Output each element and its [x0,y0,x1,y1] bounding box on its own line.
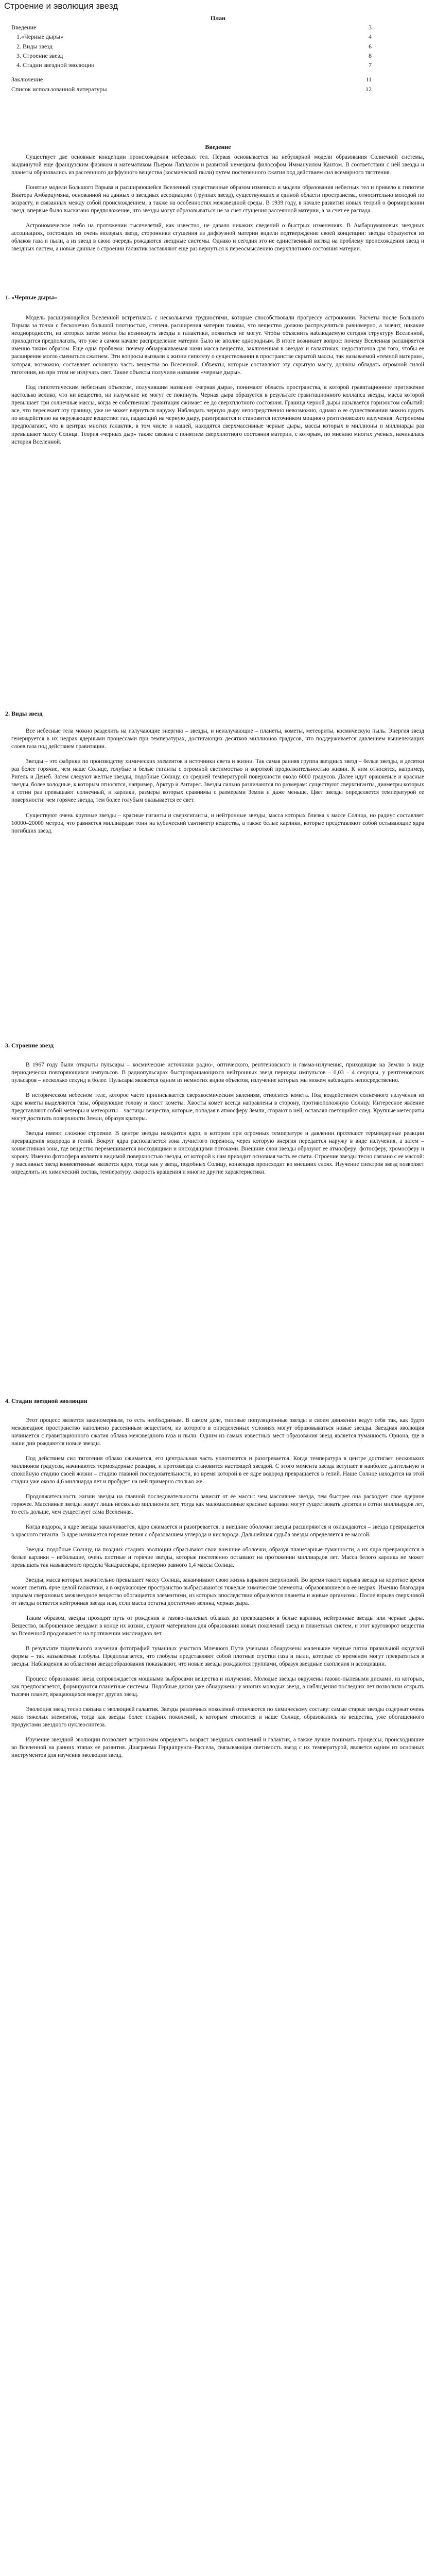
paragraph: Звезды – это фабрики по производству химических элементов и источники света и жизни. Так самая ранняя группа звездных звезд – белые звезды, в десятки раз более горячие, чем наше Солнце, голубые и белые гиганты с огромной светимостью и короткой продолжительностью жизни. К ним относятся, например, Ригель и Денеб. Затем следуют желтые звезды, подобные Солнцу, со средней температурой поверхности около 6000 градусов. Далее идут оранжевые и красные звезды, более холодные, к которым относятся, например, Арктур и Антарес. Звезды сильно различаются по размерам: существуют сверхгиганты, диаметры которых в сотни раз превышают солнечный, и карлики, размеры которых сравнимы с размерами Земли и даже меньше. Цвет звезды определяется температурой ее поверхности: чем горячее звезда, тем более голубым оказывается ее свет. [11,758,424,804]
toc-entry-label: 4. Стадии звездной эволюции [16,61,95,69]
toc-entry-page: 3 [369,24,372,31]
toc-entry[interactable] [11,23,372,32]
toc-entry[interactable] [11,75,372,84]
toc-entry-label: Список использованной литературы [11,85,107,93]
section-2-heading: 2. Виды звезд [5,710,43,717]
toc-entry-page: 6 [369,42,372,50]
toc-entry-page: 4 [369,33,372,41]
toc-entry-page: 7 [369,61,372,69]
paragraph: Продолжительность жизни звезды на главной последовательности зависит от ее массы: чем массивнее звезда, тем быстрее она расходует свое ядерное горючее. Массивные звезды живут лишь несколько миллионов лет, тогда как маломассивные красные карлики могут существовать десятки и сотни миллиардов лет, то есть дольше, чем существует сама Вселенная. [11,1494,424,1516]
document-title: Строение и эволюция звезд [4,1,118,11]
toc-entry-page: 8 [369,52,372,59]
paragraph: Существует две основные концепции происхождения небесных тел. Первая основывается на небулярной модели образования Солнечной системы, выдвинутой еще французским физиком и математиком Пьером Лапласом и развитой немецким философом Иммануилом Кантом. В соответствии с ней звезды и планеты образовались из рассеянного диффузного вещества (космической пыли) путем постепенного сжатия под действием сил всемирного тяготения. [11,154,424,176]
paragraph: В 1967 году были открыты пульсары – космические источники радио-, оптического, рентгеновского и гамма-излучения, приходящие на Землю в виде периодически повторяющихся импульсов. В радиопульсарах быстровращающихся нейтронных звезд периоды импульсов – 0,03 – 4 секунды, у рентгеновских пульсаров – несколько секунд и более. Пульсары являются одним из немногих видов объектов, излучение которых мы можем наблюдать непосредственно. [11,1062,424,1084]
paragraph: Понятие модели Большого Взрыва и расширяющейся Вселенной существенные образом изменило и модели образования небесных тел и привело к гипотезе Виктора Амбарцумяна, основанной на данных о звездных ассоциациях (группах звезд), существующих в единой области пространства, относительно молодой по возрасту, и связанных между собой происхождением, а также на особенностях межзвездной среды. В 1939 году, в начале развития новых теорий о формировании звезд, впервые было высказано предположение, что звезды могут образовываться не за счет сгущения рассеянной материи, а за счет ее распада. [11,184,424,214]
paragraph: Под действием сил тяготения облако сжимается, его центральная часть уплотняется и разогревается. Когда температура в центре достигает нескольких миллионов градусов, начинаются термоядерные реакции, и протозвезда становится настоящей звездой. С этого момента звезда вступает в наиболее длительную и спокойную стадию своей жизни – стадию главной последовательности, во время которой в ее ядре водород превращается в гелий. Наше Солнце находится на этой стадии уже около 4,6 миллиарда лет и пробудет на ней примерно столько же. [11,1455,424,1485]
paragraph: Изучение звездной эволюции позволяет астрономам определять возраст звездных скоплений и галактик, а также лучше понимать процессы, происходившие во Вселенной на ранних этапах ее развития. Диаграмма Герцшпрунга–Рассела, связывающая светимость звезд с их температурой, является одним из основных инструментов для изучения эволюции звезд. [11,1737,424,1759]
toc-entry-label: 3. Строение звезд [16,52,63,59]
toc-entry-label: Заключение [11,76,43,83]
toc-entry[interactable] [11,42,372,51]
toc-entry-label: 1.«Черные дыры» [16,33,64,41]
toc-entry-page: 11 [365,76,372,83]
toc-entry[interactable] [11,51,372,60]
intro-heading: Введение [205,143,231,150]
toc-entry-label: 2. Виды звезд [16,42,53,50]
paragraph: Таким образом, звезды проходят путь от рождения в газово-пылевых облаках до превращения в белые карлики, нейтронные звезды или черные дыры. Вещество, выброшенное звездами в конце их жизни, служит материалом для образования новых поколений звезд и планетных систем, и этот круговорот вещества во Вселенной продолжается на протяжении миллиардов лет. [11,1615,424,1637]
paragraph: Эволюция звезд тесно связана с эволюцией галактик. Звезды различных поколений отличаются по химическому составу: самые старые звезды содержат очень мало тяжелых элементов, тогда как звезды более поздних поколений, к которым относится и наше Солнце, образовались из вещества, уже обогащенного продуктами звездного нуклеосинтеза. [11,1706,424,1728]
section-3-heading: 3. Строение звезд [5,1042,54,1049]
toc-entry-page: 12 [365,85,372,93]
paragraph: Когда водород в ядре звезды заканчивается, ядро сжимается и разогревается, а внешние оболочки звезды расширяются и охлаждаются – звезда превращается в красного гиганта. В ядре начинается горение гелия с образованием углерода и кислорода. Дальнейшая судьба звезды определяется ее массой. [11,1524,424,1538]
toc-heading: План [211,14,225,22]
paragraph: Звезды имеют сложное строение. В центре звезды находится ядро, в котором при огромных температуре и давлении протекают термоядерные реакции превращения водорода в гелий. Вокруг ядра располагается зона лучистого переноса, через которую энергия передается наружу в виде излучения, а затем – конвективная зона, где вещество перемешивается восходящими и нисходящими потоками. Внешние слои звезды образуют ее атмосферу: фотосферу, хромосферу и корону. Именно фотосфера является видимой поверхностью звезды, от которой к нам приходит основная часть ее света. Строение звезды тесно связано с ее массой: у массивных звезд конвективным является ядро, тогда как у звезд, подобных Солнцу, конвекция происходит во внешних слоях. Изучение спектров звезд позволяет определить их химический состав, температуру, скорость вращения и многие другие характеристики. [11,1130,424,1176]
toc-entry-label: Введение [11,24,37,31]
paragraph: Модель расширяющейся Вселенной встретилась с несколькими трудностями, которые способствовали прогрессу астрономии. Расчеты после Большого Взрыва за точки с бесконечно большой плотностью, степень расширения материи таковы, что вещество должно распределяться равномерно, а значит, никакие неоднородности, из которых затем могли бы возникнуть звезды и галактики, появиться не могут. Чтобы объяснить наблюдаемую сегодня структуру Вселенной, приходится предполагать, что уже в самом начале распределение материи было не вполне однородным. В итоге возникает вопрос: почему Вселенная расширяется именно таким образом. Еще одна проблема: почему обнаруживаемая нами масса вещества, заключенная в звездах и галактиках, недостаточна для того, чтобы ее расширение могло смениться сжатием. Эти вопросы вызвали к жизни гипотезу о существовании в пространстве скрытой массы, так называемой «темной материи», которая, возможно, составляет основную часть вещества во Вселенной. Объекты, которые составляют эту скрытую массу, должны обладать огромной силой тяготения, но при этом не излучать свет. Такие объекты получили название «черные дыры». [11,315,424,376]
paragraph: Астрономическое небо на протяжении тысячелетий, как известно, не давало никаких сведений о быстрых изменениях. В Амбарцумяновых звездных ассоциациях, состоящих из очень молодых звезд, сторонники сгущения из диффузной материи видели подтверждение своей концепции: звезды образуются из облаков газа и пыли, а из звезд в свою очередь рождаются звездные системы. Однако и сегодня это не единственный взгляд на проблему происхождения звезд и звездных систем, а новые данные о строении галактик заставляют еще раз вернуться к переосмыслению сверхплотного состояния материи. [11,223,424,252]
paragraph: Все небесные тела можно разделить на излучающие энергию – звезды, и неизлучающие – планеты, кометы, метеориты, космическую пыль. Энергия звезд генерируется в их недрах ядерными процессами при температурах, достигающих десятков миллионов градусов, что поддерживается давлением вышележащих слоев газа под действием гравитации. [11,728,424,750]
table-of-contents [11,23,372,94]
paragraph: Существуют очень крупные звезды – красные гиганты и сверхгиганты, и нейтронные звезды, масса которых близка к массе Солнца, но радиус составляет 10000–20000 метров, что равняется миллиардам тонн на кубический сантиметр вещества, а также белые карлики, которые представляют собой остывающие ядра погибших звезд. [11,812,424,835]
toc-entry[interactable] [11,84,372,94]
paragraph: В историческом небесном теле, которое часто приписывается сверхкосмическим явлениям, относится комета. Под воздействием солнечного излучения из ядра кометы выделяются газы, образующие голову и хвост кометы. Хвосты комет всегда направлены в сторону, противоположную Солнцу. Интересное явление представляют собой метеоры и метеориты – частицы вещества, которые, попадая в атмосферу Земли, сгорают в ней, оставляя светящийся след. Крупные метеориты могут достигать поверхности Земли, образуя кратеры. [11,1092,424,1122]
toc-entry[interactable] [11,32,372,41]
paragraph: Звезды, масса которых значительно превышает массу Солнца, заканчивают свою жизнь взрывом сверхновой. Во время такого взрыва звезда на короткое время может светить ярче целой галактики, а в окружающее пространство выбрасываются тяжелые химические элементы, образовавшиеся в ее недрах. Именно благодаря взрывам сверхновых межзвездное вещество обогащается элементами, из которых впоследствии образуются планеты и живые организмы. После взрыва сверхновой от звезды остается нейтронная звезда или, если масса остатка достаточно велика, черная дыра. [11,1577,424,1607]
section-4-heading: 4. Стадии звездной эволюции [5,1397,88,1404]
paragraph: Звезды, подобные Солнцу, на поздних стадиях эволюции сбрасывают свои внешние оболочки, образуя планетарные туманности, а их ядра превращаются в белые карлики – небольшие, очень плотные и горячие звезды, которые постепенно остывают на протяжении миллиардов лет. Масса белого карлика не может превышать так называемого предела Чандрасекара, примерно равного 1,4 массы Солнца. [11,1547,424,1569]
toc-spacer [11,70,372,75]
paragraph: Процесс образования звезд сопровождается мощными выбросами вещества и излучения. Молодые звезды окружены газово-пылевыми дисками, из которых, как предполагается, формируются планетные системы. Подобные диски уже обнаружены у многих молодых звезд, а наблюдения последних лет позволили открыть тысячи планет, вращающихся вокруг других звезд. [11,1676,424,1698]
paragraph: Этот процесс является закономерным, то есть необходимым. В самом деле, типовые популяционные звезды в своем движении ведут себя так, как будто межзвездное пространство наполнено рассеянным веществом, из которого в определенных условиях могут образовываться новые звезды. Звездная эволюция начинается с гравитационного сжатия облака межзвездного газа и пыли. Одним из самых известных мест образования звезд является туманность Ориона, где в наши дни рождаются новые звезды. [11,1417,424,1447]
toc-entry[interactable] [11,60,372,70]
paragraph: В результате тщательного изучения фотографий туманных участков Млечного Пути учеными обнаружены маленькие черные пятна правильной округлой формы – так называемые глобулы. Предполагается, что глобулы представляют собой плотные сгустки газа и пыли, которые со временем могут превратиться в звезды. Наблюдения за областями звездообразования показывают, что новые звезды рождаются группами, образуя звездные скопления и ассоциации. [11,1646,424,1668]
section-1-heading: 1. «Черные дыры» [5,294,57,301]
paragraph: Под гипотетическим небесным объектом, получившим название «черная дыра», понимают область пространства, в которой гравитационное притяжение настолько велико, что ни вещество, ни излучение не могут ее покинуть. Черная дыра образуется в результате гравитационного коллапса звезды, масса которой превышает три солнечные массы, когда ее собственная гравитация сжимает ее до сверхплотного состояния. Граница черной дыры называется горизонтом событий: все, что пересекает эту границу, уже не может вернуться наружу. Наблюдать черную дыру непосредственно невозможно, однако о ее существовании можно судить по воздействию на окружающее вещество: газ, падающий на черную дыру, разогревается и становится источником мощного рентгеновского излучения. Астрономы предполагают, что в центрах многих галактик, в том числе и нашей, находятся сверхмассивные черные дыры, массы которых в миллионы и миллиарды раз превышают массу Солнца. Теория «черных дыр» также связана с понятием сверхплотного состояния материи, с которым, по мнению многих ученых, начиналась история Вселенной. [11,384,424,445]
